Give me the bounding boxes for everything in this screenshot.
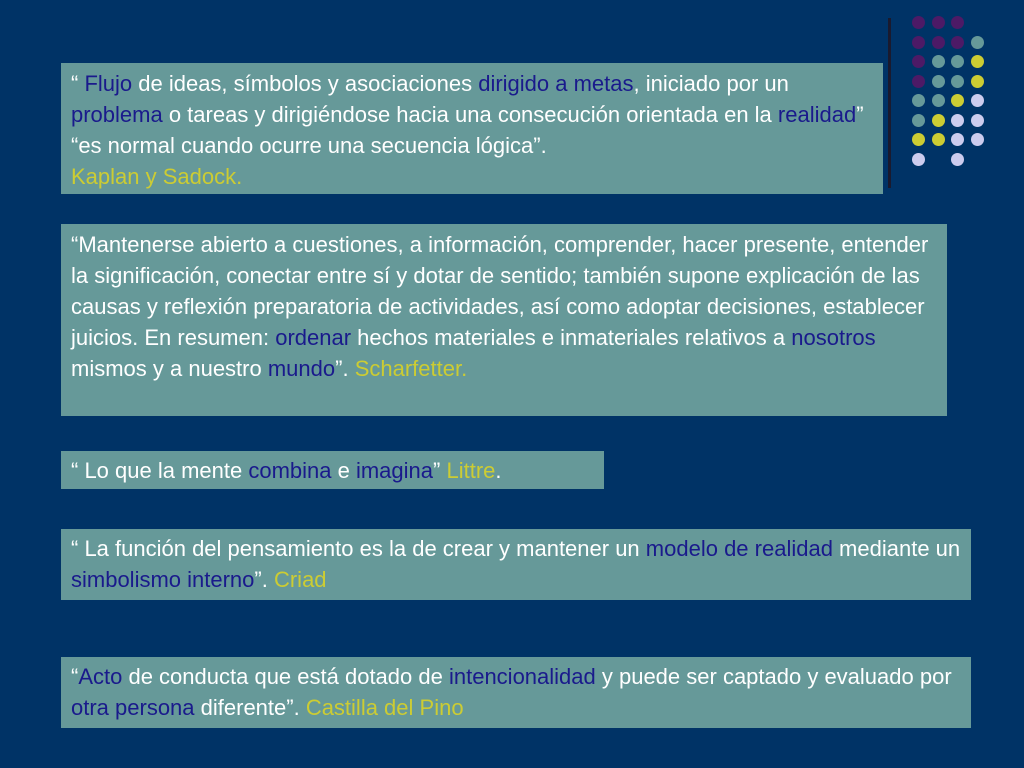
quote-criad: [61, 529, 971, 600]
quote-text: y puede ser captado y evaluado por: [595, 664, 952, 689]
decorative-dot: [971, 133, 984, 146]
quote-text: mismos y a nuestro: [71, 356, 268, 381]
decorative-dot: [971, 75, 984, 88]
decorative-dot: [951, 94, 964, 107]
highlight-term: realidad: [777, 102, 857, 127]
quote-text: .: [495, 458, 502, 483]
highlight-term: Acto: [78, 664, 123, 689]
quote-author: Criad: [273, 567, 327, 592]
decorative-dot: [951, 16, 964, 29]
decorative-dot: [951, 36, 964, 49]
quote-text: ”: [433, 458, 447, 483]
highlight-term: nosotros: [791, 325, 876, 350]
decorative-dot: [912, 94, 925, 107]
highlight-term: Flujo: [84, 71, 133, 96]
decorative-dot: [932, 16, 945, 29]
decorative-dot: [932, 55, 945, 68]
decorative-dot: [912, 114, 925, 127]
highlight-term: mundo: [267, 356, 336, 381]
quote-text: de ideas, símbolos y asociaciones: [132, 71, 479, 96]
quote-text: ” “es normal cuando ocurre una secuencia lógica”.: [71, 102, 864, 158]
highlight-term: ordenar: [275, 325, 352, 350]
quote-author: Kaplan y Sadock.: [71, 164, 243, 189]
highlight-term: modelo de realidad: [645, 536, 833, 561]
decorative-dot: [951, 114, 964, 127]
quote-text: “: [71, 664, 79, 689]
decorative-dot: [971, 94, 984, 107]
quote-text: “: [71, 71, 85, 96]
decorative-dot: [971, 55, 984, 68]
decorative-dot: [951, 133, 964, 146]
decorative-dot: [912, 133, 925, 146]
quote-text: o tareas y dirigiéndose hacia una consecución orientada en la: [162, 102, 778, 127]
decorative-dot: [932, 75, 945, 88]
highlight-term: intencionalidad: [448, 664, 596, 689]
quote-kaplan-sadock: [61, 63, 883, 194]
decorative-dot: [932, 114, 945, 127]
decorative-dot: [951, 75, 964, 88]
quote-scharfetter: [61, 224, 947, 416]
quote-author: Littre: [446, 458, 496, 483]
decorative-dot: [912, 55, 925, 68]
decorative-dot: [932, 94, 945, 107]
quote-text: ”.: [254, 567, 274, 592]
quote-author: Castilla del Pino: [305, 695, 464, 720]
quote-text: “ Lo que la mente: [71, 458, 249, 483]
quote-text: ”.: [335, 356, 355, 381]
quote-text: mediante un: [832, 536, 961, 561]
decorative-dot: [951, 55, 964, 68]
quote-author: Scharfetter.: [354, 356, 468, 381]
decorative-dot: [912, 36, 925, 49]
quote-text: diferente”.: [194, 695, 306, 720]
highlight-term: dirigido a metas: [478, 71, 634, 96]
highlight-term: otra persona: [71, 695, 195, 720]
quote-text: “ La función del pensamiento es la de crear y mantener un: [71, 536, 646, 561]
highlight-term: combina: [248, 458, 332, 483]
decorative-dot: [912, 153, 925, 166]
decorative-dot: [912, 16, 925, 29]
decorative-dot: [971, 114, 984, 127]
decorative-dot: [932, 133, 945, 146]
quote-castilla-del-pino: [61, 657, 971, 728]
decorative-dot: [951, 153, 964, 166]
decorative-dot: [932, 36, 945, 49]
quote-text: e: [331, 458, 356, 483]
quote-text: de conducta que está dotado de: [122, 664, 449, 689]
decorative-dot: [912, 75, 925, 88]
quote-text: hechos materiales e inmateriales relativos a: [351, 325, 792, 350]
quote-text: , iniciado por un: [633, 71, 789, 96]
quote-text: “Mantenerse abierto a cuestiones, a información, comprender, hacer presente, entender la significación, conectar entre sí y dotar de sentido; también supone explicación de las causas y reflexión preparatoria de actividades, así como adoptar decisiones, establecer juicios. En resumen:: [71, 232, 929, 350]
highlight-term: simbolismo interno: [71, 567, 255, 592]
quote-littre: [61, 451, 604, 489]
highlight-term: imagina: [355, 458, 434, 483]
decorative-dot: [971, 36, 984, 49]
highlight-term: problema: [71, 102, 163, 127]
decorative-divider: [888, 18, 891, 188]
